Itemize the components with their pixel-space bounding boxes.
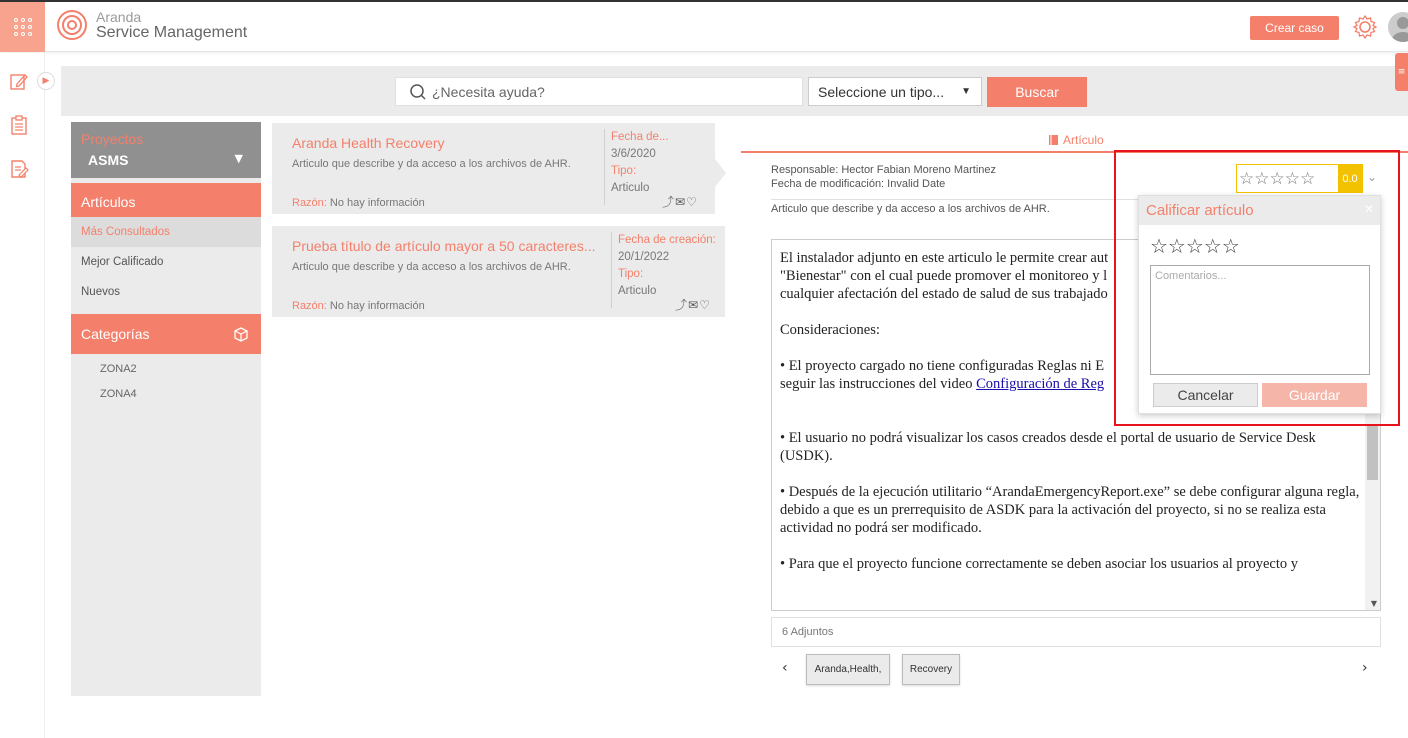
heart-icon[interactable]: ♡	[699, 298, 711, 312]
attachment-item[interactable]: Recovery	[902, 654, 960, 685]
heart-icon[interactable]: ♡	[686, 195, 698, 209]
article-title[interactable]: Aranda Health Recovery	[292, 135, 445, 151]
project-value: ASMS	[88, 152, 129, 168]
filter-most-viewed[interactable]: Más Consultados	[71, 217, 261, 247]
search-button[interactable]: Buscar	[987, 77, 1087, 107]
divider	[771, 199, 1141, 200]
user-avatar-icon[interactable]	[1388, 12, 1408, 42]
article-meta	[604, 129, 669, 205]
apps-grid-icon	[14, 18, 32, 36]
type-value: Articulo	[611, 182, 650, 194]
popup-title: Calificar artículo	[1146, 202, 1254, 219]
mail-icon[interactable]: ✉	[675, 195, 687, 209]
content-paragraph: • Para que el proyecto funcione correctamente se deben asociar los usuarios al proyecto y	[780, 556, 1299, 572]
chevron-down-icon[interactable]: ⌄	[1367, 170, 1378, 184]
rating-value: 0.0	[1338, 165, 1362, 192]
comments-field[interactable]	[1150, 265, 1370, 375]
date-label: Fecha de creación:	[618, 234, 716, 246]
clipboard-icon[interactable]	[9, 115, 29, 135]
content-paragraph: • El usuario no podrá visualizar los casos creados desde el portal de usuario de Service Desk (USDK).	[780, 430, 1316, 464]
rating-widget[interactable]	[1236, 164, 1363, 193]
search-icon	[396, 82, 432, 102]
reason-label: Razón:	[292, 197, 327, 209]
attachment-item[interactable]: Aranda,Health,	[806, 654, 890, 685]
expand-rail-icon[interactable]: ▶	[37, 72, 55, 90]
app-logo[interactable]	[56, 9, 247, 41]
type-label: Tipo:	[618, 268, 644, 280]
chevron-left-icon[interactable]: ‹	[782, 660, 788, 676]
content-line: seguir las instrucciones del video	[780, 376, 977, 392]
article-title[interactable]: Prueba título de artículo mayor a 50 caracteres...	[292, 238, 596, 254]
articles-header[interactable]: Artículos	[71, 183, 261, 221]
close-icon[interactable]: ✕	[1363, 202, 1374, 216]
article-reason	[292, 197, 425, 209]
article-description: Articulo que describe y da acceso a los archivos de AHR.	[292, 261, 571, 273]
reason-value: No hay información	[329, 300, 425, 312]
reason-label: Razón:	[292, 300, 327, 312]
type-select[interactable]	[808, 77, 982, 106]
app-header	[0, 2, 1408, 52]
content-paragraph: • Después de la ejecución utilitario “ArandaEmergencyReport.exe” se debe configurar alguna regla, debido a que es un prerrequisito de ASDK para la activación del proyecto, si no se realiza esta actividad no podrá ser modificado.	[780, 484, 1360, 536]
side-panel-tab[interactable]: ≡	[1395, 53, 1408, 91]
article-modified-date: Fecha de modificación: Invalid Date	[771, 178, 946, 190]
settings-gear-icon[interactable]	[1352, 14, 1378, 40]
share-icon[interactable]: ⤴	[662, 195, 676, 209]
project-selector[interactable]	[71, 122, 261, 178]
article-description: Articulo que describe y da acceso a los archivos de AHR.	[292, 158, 571, 170]
filter-best-rated[interactable]: Mejor Calificado	[81, 256, 164, 268]
type-label: Tipo:	[611, 165, 637, 177]
article-card[interactable]	[272, 123, 715, 214]
chevron-right-icon[interactable]: ›	[1362, 660, 1368, 676]
popup-header	[1139, 196, 1380, 225]
filter-new[interactable]: Nuevos	[81, 286, 120, 298]
mail-icon[interactable]: ✉	[688, 298, 700, 312]
categories-header[interactable]	[71, 314, 261, 354]
save-button[interactable]: Guardar	[1262, 383, 1367, 407]
content-line: "Bienestar" con el cual puede promover el monitoreo y l	[780, 268, 1108, 284]
categories-label: Categorías	[81, 326, 150, 342]
date-label: Fecha de...	[611, 131, 669, 143]
content-heading: Consideraciones:	[780, 322, 880, 338]
card-actions	[662, 193, 698, 210]
article-responsible: Responsable: Hector Fabian Moreno Martinez	[771, 164, 997, 176]
projects-label: Proyectos	[81, 131, 144, 147]
logo-text-small: Aranda	[96, 9, 142, 25]
date-value: 20/1/2022	[618, 251, 670, 263]
article-detail-description: Articulo que describe y da acceso a los archivos de AHR.	[771, 203, 1050, 215]
box-icon	[233, 326, 249, 342]
aranda-logo-icon	[56, 9, 88, 41]
left-rail	[0, 53, 45, 738]
search-input[interactable]	[432, 84, 782, 100]
category-item[interactable]: ZONA4	[100, 388, 137, 400]
scroll-down-icon[interactable]: ▼	[1370, 599, 1377, 608]
share-icon[interactable]: ⤴	[675, 298, 689, 312]
tab-article[interactable]	[1048, 133, 1104, 147]
article-reason	[292, 300, 425, 312]
caret-down-icon: ▼	[234, 152, 243, 165]
edit-note-icon[interactable]	[9, 71, 29, 91]
rate-article-popup	[1138, 195, 1381, 414]
rating-stars-icon[interactable]: ☆☆☆☆☆	[1239, 168, 1316, 189]
config-video-link[interactable]: Configuración de Reg	[976, 376, 1105, 392]
reason-value: No hay información	[329, 197, 425, 209]
book-icon	[1048, 134, 1059, 146]
selected-card-arrow	[715, 159, 726, 187]
create-case-button[interactable]: Crear caso	[1250, 16, 1339, 40]
attachments-count: 6 Adjuntos	[771, 617, 1381, 647]
category-item[interactable]: ZONA2	[100, 363, 137, 375]
scroll-thumb[interactable]	[1367, 425, 1378, 480]
content-line: El instalador adjunto en este articulo le permite crear aut	[780, 250, 1109, 266]
cancel-button[interactable]: Cancelar	[1153, 383, 1258, 407]
card-actions	[675, 296, 711, 313]
document-edit-icon[interactable]	[9, 159, 29, 179]
date-value: 3/6/2020	[611, 148, 656, 160]
content-line: • El proyecto cargado no tiene configuradas Reglas ni E	[780, 358, 1105, 374]
caret-down-icon: ▼	[961, 86, 971, 97]
search-box	[395, 77, 803, 106]
type-select-value: Seleccione un tipo...	[818, 83, 945, 100]
type-value: Articulo	[618, 285, 657, 297]
content-line: cualquier afectación del estado de salud de sus trabajado	[780, 286, 1108, 302]
logo-text-big: Service Management	[96, 24, 248, 41]
popup-rating-stars-icon[interactable]: ☆☆☆☆☆	[1150, 234, 1240, 258]
article-card[interactable]	[272, 226, 725, 317]
tab-article-label: Artículo	[1063, 133, 1104, 147]
tab-underline	[741, 151, 1408, 153]
apps-grid-button[interactable]	[0, 2, 45, 52]
